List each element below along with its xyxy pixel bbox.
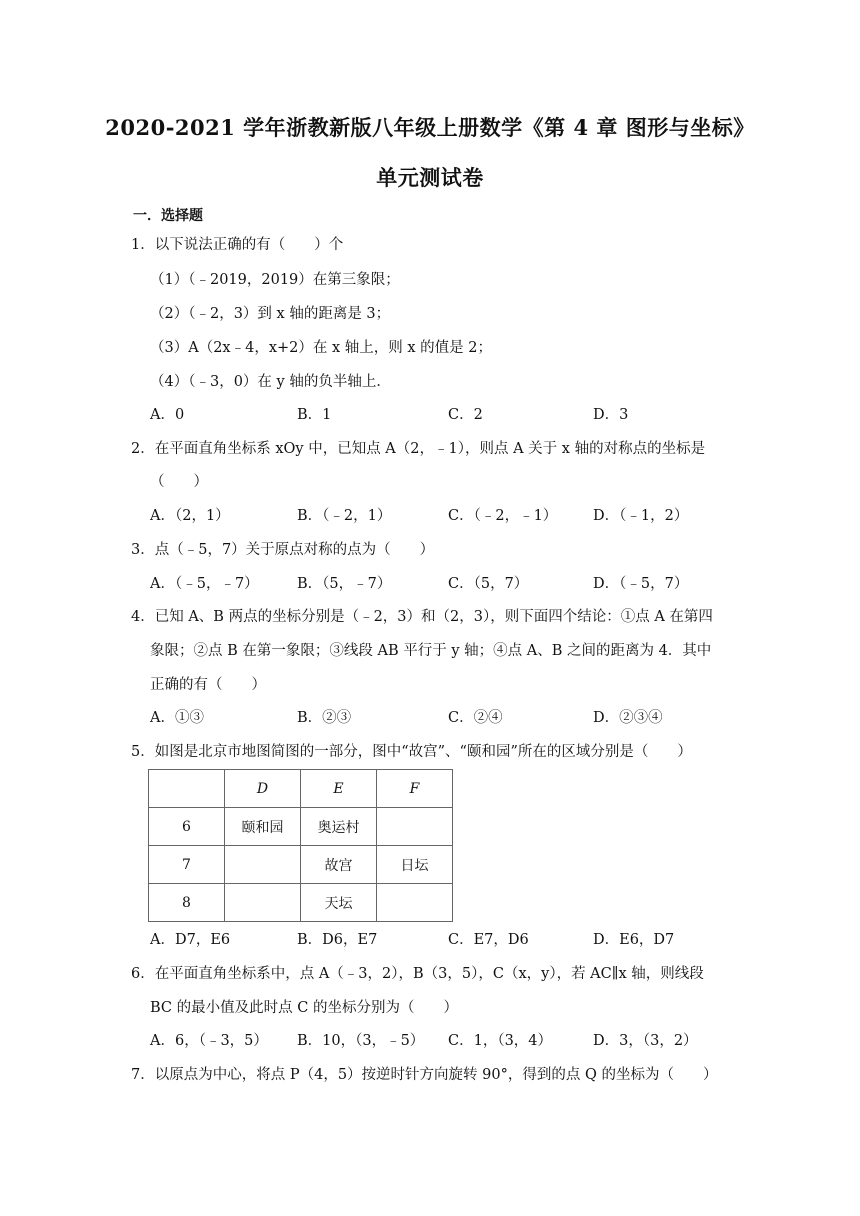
table-header-cell: F bbox=[377, 770, 453, 808]
table-row bbox=[149, 846, 453, 884]
table-cell bbox=[225, 846, 301, 884]
question-2-option-d: D．（﹣1，2） bbox=[593, 508, 689, 524]
table-cell: 8 bbox=[149, 884, 225, 922]
question-5-stem: 5．如图是北京市地图简图的一部分，图中“故宫”、“颐和园”所在的区域分别是（ ） bbox=[131, 744, 692, 760]
question-1-option-d: D．3 bbox=[593, 407, 629, 423]
table-cell bbox=[225, 884, 301, 922]
table-cell bbox=[377, 808, 453, 846]
question-1-item-2: （2）（﹣2，3）到 x 轴的距离是 3； bbox=[150, 306, 391, 322]
table-cell bbox=[377, 884, 453, 922]
question-6-option-d: D．3，（3，2） bbox=[593, 1033, 698, 1049]
question-7-stem: 7．以原点为中心，将点 P（4，5）按逆时针方向旋转 90°，得到的点 Q 的坐标为（ ） bbox=[131, 1067, 718, 1083]
map-grid-table bbox=[148, 769, 453, 922]
question-3-option-c: C．（5，7） bbox=[448, 576, 529, 592]
question-4-stem-line-1: 4．已知 A、B 两点的坐标分别是（﹣2，3）和（2，3），则下面四个结论：①点 A 在第四 bbox=[131, 609, 713, 625]
question-5-option-c: C．E7，D6 bbox=[448, 932, 529, 948]
table-header-cell: E bbox=[301, 770, 377, 808]
table-cell bbox=[149, 770, 225, 808]
document-title-line-1: 2020-2021 学年浙教新版八年级上册数学《第 4 章 图形与坐标》 bbox=[105, 115, 755, 140]
question-4-option-a: A．①③ bbox=[150, 710, 204, 726]
question-6-option-b: B．10，（3，﹣5） bbox=[297, 1033, 425, 1049]
question-5-option-b: B．D6，E7 bbox=[297, 932, 378, 948]
question-2-stem-line-2: （ ） bbox=[150, 474, 208, 490]
table-cell: 天坛 bbox=[301, 884, 377, 922]
question-4-stem-line-3: 正确的有（ ） bbox=[150, 677, 266, 693]
question-3-stem: 3．点（﹣5，7）关于原点对称的点为（ ） bbox=[131, 542, 435, 558]
question-4-option-b: B．②③ bbox=[297, 710, 352, 726]
question-3-option-d: D．（﹣5，7） bbox=[593, 576, 689, 592]
question-4-stem-line-2: 象限；②点 B 在第一象限；③线段 AB 平行于 y 轴；④点 A、B 之间的距离为 4．其中 bbox=[150, 643, 712, 659]
document-title-line-2: 单元测试卷 bbox=[376, 165, 484, 190]
question-2-option-b: B．（﹣2，1） bbox=[297, 508, 392, 524]
question-4-option-c: C．②④ bbox=[448, 710, 503, 726]
question-5-option-d: D．E6，D7 bbox=[593, 932, 675, 948]
table-row bbox=[149, 808, 453, 846]
question-1-option-a: A．0 bbox=[150, 407, 185, 423]
question-2-option-a: A．（2，1） bbox=[150, 508, 230, 524]
question-3-option-b: B．（5，﹣7） bbox=[297, 576, 392, 592]
question-6-option-a: A．6，（﹣3，5） bbox=[150, 1033, 268, 1049]
question-1-item-3: （3）A（2x﹣4，x+2）在 x 轴上，则 x 的值是 2； bbox=[150, 340, 493, 356]
question-1-option-b: B．1 bbox=[297, 407, 332, 423]
question-1-option-c: C．2 bbox=[448, 407, 483, 423]
question-3-option-a: A．（﹣5，﹣7） bbox=[150, 576, 259, 592]
question-4-option-d: D．②③④ bbox=[593, 710, 663, 726]
question-1-item-1: （1）（﹣2019，2019）在第三象限； bbox=[150, 272, 400, 288]
table-header-row bbox=[149, 770, 453, 808]
section-heading: 一．选择题 bbox=[133, 208, 203, 224]
question-6-stem-line-2: BC 的最小值及此时点 C 的坐标分别为（ ） bbox=[150, 1000, 458, 1016]
table-cell: 日坛 bbox=[377, 846, 453, 884]
table-cell: 奥运村 bbox=[301, 808, 377, 846]
table-cell: 7 bbox=[149, 846, 225, 884]
question-6-stem-line-1: 6．在平面直角坐标系中，点 A（﹣3，2），B（3，5），C（x，y），若 AC∥x 轴，则线段 bbox=[131, 966, 704, 982]
table-header-cell: D bbox=[225, 770, 301, 808]
question-1-stem: 1．以下说法正确的有（ ）个 bbox=[131, 237, 344, 253]
table-cell: 故宫 bbox=[301, 846, 377, 884]
table-cell: 6 bbox=[149, 808, 225, 846]
question-2-stem-line-1: 2．在平面直角坐标系 xOy 中，已知点 A（2，﹣1），则点 A 关于 x 轴的对称点的坐标是 bbox=[131, 441, 706, 457]
question-6-option-c: C．1，（3，4） bbox=[448, 1033, 553, 1049]
table-cell: 颐和园 bbox=[225, 808, 301, 846]
question-5-option-a: A．D7，E6 bbox=[150, 932, 231, 948]
question-1-item-4: （4）（﹣3，0）在 y 轴的负半轴上． bbox=[150, 374, 391, 390]
question-2-option-c: C．（﹣2，﹣1） bbox=[448, 508, 558, 524]
table-row bbox=[149, 884, 453, 922]
